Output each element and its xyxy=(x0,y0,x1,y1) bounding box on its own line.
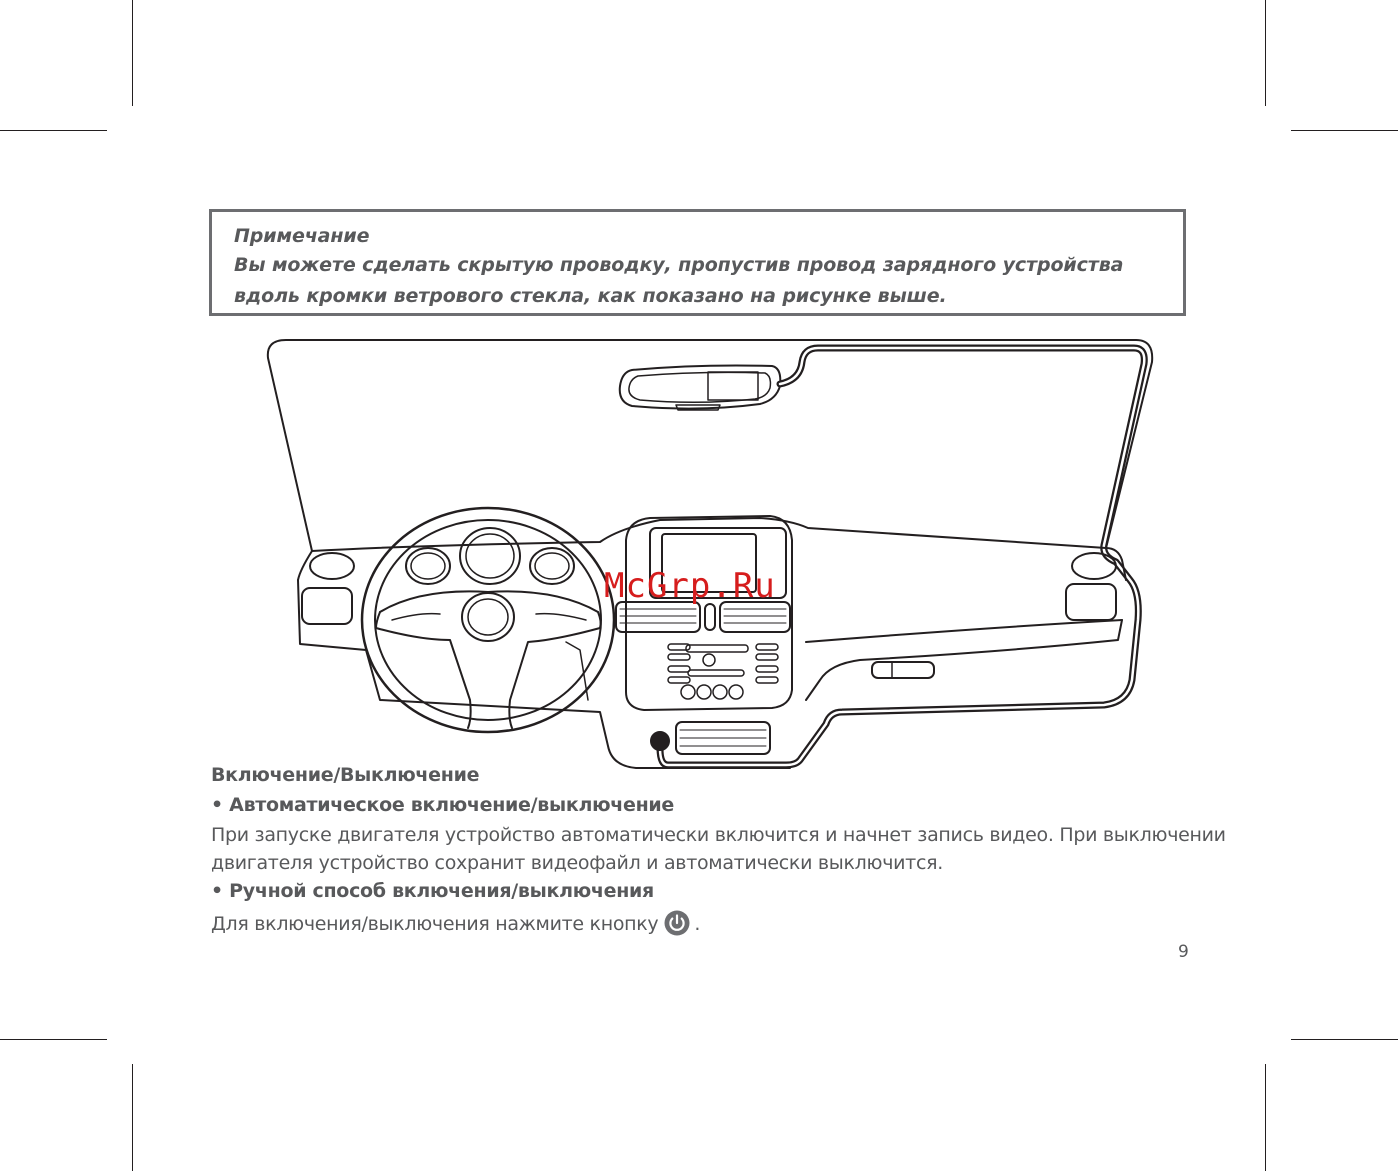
crop-mark xyxy=(1265,0,1266,106)
power-icon xyxy=(664,910,690,936)
crop-mark xyxy=(132,1064,133,1171)
power-socket xyxy=(651,732,669,750)
auto-text-line: двигателя устройство сохранит видеофайл и автоматически выключится. xyxy=(211,852,943,874)
car-dashboard-illustration xyxy=(260,335,1160,775)
steering-wheel xyxy=(362,508,614,732)
manual-text-before: Для включения/выключения нажмите кнопку xyxy=(211,913,659,935)
crop-mark xyxy=(0,1039,107,1040)
auto-text-line: При запуске двигателя устройство автоматически включится и начнет запись видео. При выключении xyxy=(211,824,1226,846)
manual-text-after: . xyxy=(694,913,701,935)
note-text-line: Вы можете сделать скрытую проводку, пропустив провод зарядного устройства xyxy=(234,254,1124,276)
crop-mark xyxy=(0,130,107,131)
charger-cable xyxy=(660,348,1144,765)
watermark: McGrp.Ru xyxy=(604,566,776,606)
manual-text-line xyxy=(211,910,700,936)
note-box xyxy=(209,209,1186,316)
section-heading: Включение/Выключение xyxy=(211,764,480,786)
auto-heading: • Автоматическое включение/выключение xyxy=(211,794,675,816)
crop-mark xyxy=(1265,1064,1266,1171)
crop-mark xyxy=(1291,130,1398,131)
manual-heading: • Ручной способ включения/выключения xyxy=(211,880,654,902)
note-text-line: вдоль кромки ветрового стекла, как показано на рисунке выше. xyxy=(234,285,947,307)
crop-mark xyxy=(132,0,133,106)
page-number: 9 xyxy=(1178,942,1189,962)
center-console xyxy=(616,516,792,754)
note-title: Примечание xyxy=(234,225,370,247)
crop-mark xyxy=(1291,1039,1398,1040)
